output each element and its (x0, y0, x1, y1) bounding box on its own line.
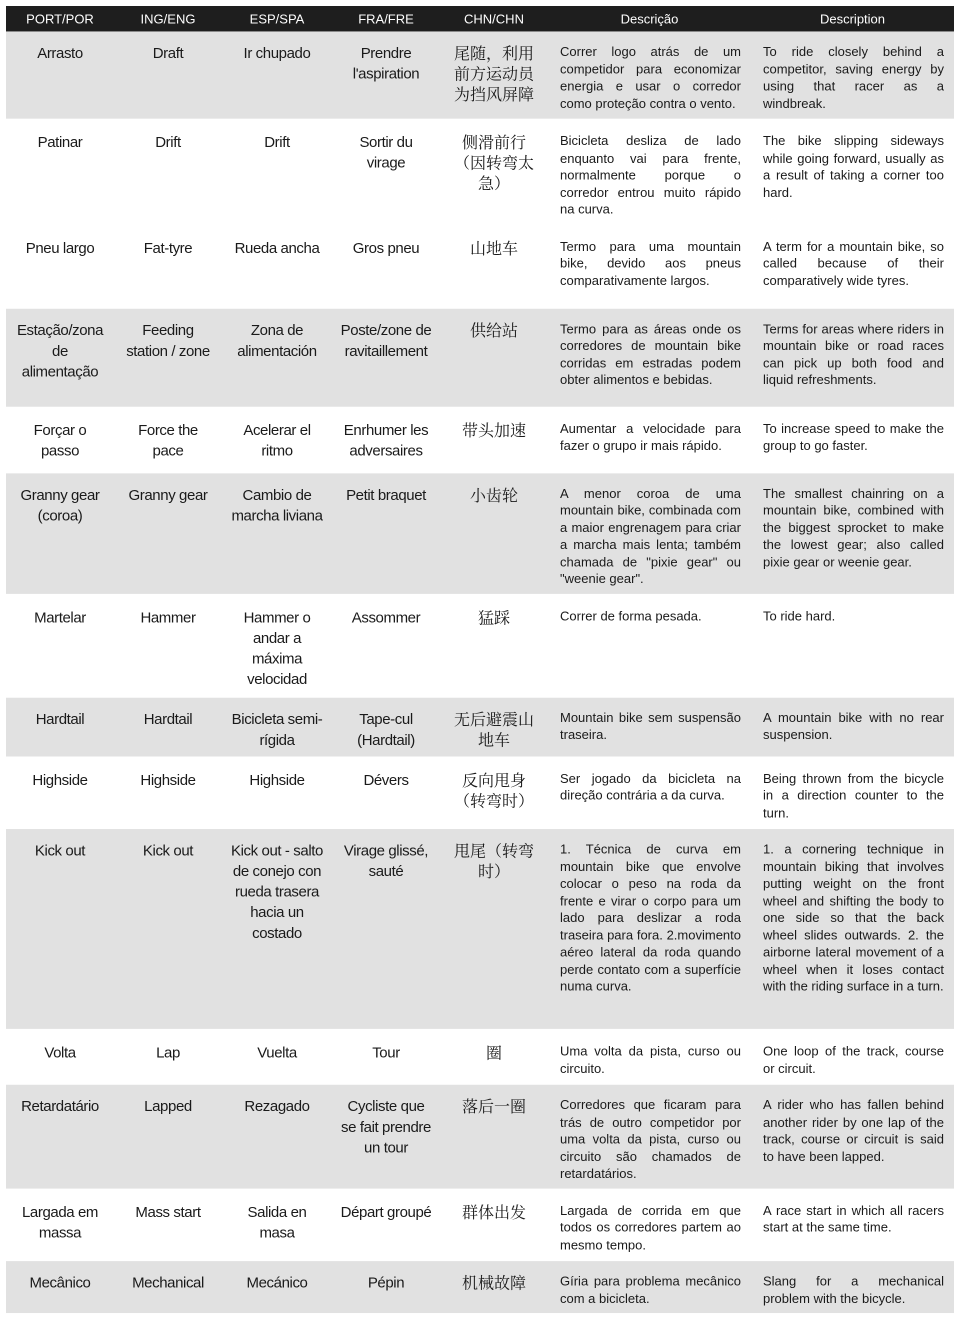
term-spa: Salida en masa (222, 1189, 332, 1260)
term-spa: Drift (222, 120, 332, 225)
description-pt: Termo para uma mountain bike, devido aos pneus comparativamente largos. (548, 225, 751, 307)
description-pt: A menor coroa de uma mountain bike, combinada com a maior engrenagem para criar a marcha mais lenta; também chamada de "pixie gear" ou "weenie gear". (548, 472, 751, 594)
description-pt: Gíria para problema mecânico com a bicicleta. (548, 1260, 751, 1314)
term-fre: Tour (332, 1030, 440, 1084)
header-spa: ESP/SPA (222, 6, 332, 31)
term-chn: 机械故障 (440, 1260, 548, 1314)
header-fre: FRA/FRE (332, 6, 440, 31)
glossary-body (6, 31, 954, 1314)
term-fre: Enrhumer les adversaires (332, 407, 440, 472)
header-eng: ING/ENG (114, 6, 222, 31)
header-row (6, 6, 954, 31)
term-chn: 尾随，利用前方运动员为挡风屏障 (440, 31, 548, 119)
description-en: Slang for a mechanical problem with the bicycle. (751, 1260, 954, 1314)
term-spa: Acelerar el ritmo (222, 407, 332, 472)
term-fre: Assommer (332, 594, 440, 696)
term-fre: Tape-cul (Hardtail) (332, 696, 440, 757)
description-pt: Largada de corrida em que todos os corredores partem ao mesmo tempo. (548, 1189, 751, 1260)
description-en: To increase speed to make the group to go faster. (751, 407, 954, 472)
term-chn: 落后一圈 (440, 1084, 548, 1189)
term-por: Granny gear (coroa) (6, 472, 114, 594)
table-row (6, 31, 954, 119)
term-por: Forçar o passo (6, 407, 114, 472)
table-row (6, 757, 954, 828)
table-row (6, 696, 954, 757)
description-pt: Bicicleta desliza de lado enquanto vai para frente, normalmente porque o corredor entrou muito rápido na curva. (548, 120, 751, 225)
term-eng: Force the pace (114, 407, 222, 472)
term-por: Pneu largo (6, 225, 114, 307)
term-por: Estação/zona de alimentação (6, 307, 114, 407)
description-pt: Correr logo atrás de um competidor para economizar energia e usar o corredor como proteção contra o vento. (548, 31, 751, 119)
term-eng: Granny gear (114, 472, 222, 594)
term-chn: 甩尾（转弯时） (440, 828, 548, 1030)
description-pt: Uma volta da pista, curso ou circuito. (548, 1030, 751, 1084)
description-en: A rider who has fallen behind another rider by one lap of the track, course or circuit is said to have been lapped. (751, 1084, 954, 1189)
term-spa: Zona de alimentación (222, 307, 332, 407)
term-spa: Rezagado (222, 1084, 332, 1189)
term-fre: Dévers (332, 757, 440, 828)
table-row (6, 120, 954, 225)
term-spa: Rueda ancha (222, 225, 332, 307)
term-chn: 带头加速 (440, 407, 548, 472)
term-chn: 反向甩身（转弯时） (440, 757, 548, 828)
term-eng: Draft (114, 31, 222, 119)
term-por: Volta (6, 1030, 114, 1084)
description-en: Being thrown from the bicycle in a direction counter to the turn. (751, 757, 954, 828)
term-por: Retardatário (6, 1084, 114, 1189)
term-fre: Cycliste que se fait prendre un tour (332, 1084, 440, 1189)
term-por: Hardtail (6, 696, 114, 757)
term-spa: Ir chupado (222, 31, 332, 119)
description-pt: 1. Técnica de curva em mountain bike que envolve colocar o peso na roda da frente e virar o corpo para um lado para deslizar a roda traseira para fora. 2.movimento aéreo lateral da roda quando perde contato com a superfície numa curva. (548, 828, 751, 1030)
table-row (6, 407, 954, 472)
term-eng: Fat-tyre (114, 225, 222, 307)
table-row (6, 307, 954, 407)
term-fre: Poste/zone de ravitaillement (332, 307, 440, 407)
term-chn: 群体出发 (440, 1189, 548, 1260)
table-row (6, 594, 954, 696)
term-por: Mecânico (6, 1260, 114, 1314)
term-chn: 山地车 (440, 225, 548, 307)
description-pt: Mountain bike sem suspensão traseira. (548, 696, 751, 757)
term-fre: Pépin (332, 1260, 440, 1314)
term-fre: Gros pneu (332, 225, 440, 307)
term-por: Kick out (6, 828, 114, 1030)
term-fre: Sortir du virage (332, 120, 440, 225)
description-en: To ride closely behind a competitor, saving energy by using that racer as a windbreak. (751, 31, 954, 119)
term-eng: Highside (114, 757, 222, 828)
term-spa: Bicicleta semi-rígida (222, 696, 332, 757)
description-pt: Termo para as áreas onde os corredores de mountain bike corridas em estradas podem obter alimentos e bebidas. (548, 307, 751, 407)
term-eng: Feeding station / zone (114, 307, 222, 407)
header-description: Description (751, 6, 954, 31)
header-chn: CHN/CHN (440, 6, 548, 31)
term-spa: Vuelta (222, 1030, 332, 1084)
term-por: Patinar (6, 120, 114, 225)
header-descricao: Descrição (548, 6, 751, 31)
description-pt: Corredores que ficaram para trás de outro competidor por uma volta da pista, curso ou circuito são chamados de retardatários. (548, 1084, 751, 1189)
term-spa: Kick out - salto de conejo con rueda trasera hacia un costado (222, 828, 332, 1030)
term-eng: Lapped (114, 1084, 222, 1189)
term-eng: Mechanical (114, 1260, 222, 1314)
table-row (6, 828, 954, 1030)
description-en: A term for a mountain bike, so called because of their comparatively wide tyres. (751, 225, 954, 307)
term-eng: Kick out (114, 828, 222, 1030)
table-row (6, 1189, 954, 1260)
term-eng: Hardtail (114, 696, 222, 757)
description-pt: Ser jogado da bicicleta na direção contrária a da curva. (548, 757, 751, 828)
term-chn: 猛踩 (440, 594, 548, 696)
description-pt: Aumentar a velocidade para fazer o grupo ir mais rápido. (548, 407, 751, 472)
term-fre: Prendre l'aspiration (332, 31, 440, 119)
description-en: The bike slipping sideways while going forward, usually as a result of taking a corner too hard. (751, 120, 954, 225)
description-en: A race start in which all racers start at the same time. (751, 1189, 954, 1260)
table-row (6, 225, 954, 307)
table-row (6, 1084, 954, 1189)
term-chn: 供给站 (440, 307, 548, 407)
term-chn: 小齿轮 (440, 472, 548, 594)
term-eng: Lap (114, 1030, 222, 1084)
term-eng: Drift (114, 120, 222, 225)
glossary-table (6, 6, 954, 1315)
description-en: The smallest chainring on a mountain bike, combined with the biggest sprocket to make the lowest gear; also called pixie gear or weenie gear. (751, 472, 954, 594)
term-fre: Petit braquet (332, 472, 440, 594)
term-por: Arrasto (6, 31, 114, 119)
term-fre: Virage glissé, sauté (332, 828, 440, 1030)
description-en: 1. a cornering technique in mountain biking that involves putting weight on the front wheel and shifting the body to one side so that the back wheel slides outwards. 2. the airborne lateral movement of a wheel when it loses contact with the riding surface in a turn. (751, 828, 954, 1030)
description-en: A mountain bike with no rear suspension. (751, 696, 954, 757)
table-row (6, 1030, 954, 1084)
term-eng: Hammer (114, 594, 222, 696)
description-en: Terms for areas where riders in mountain bike or road races can pick up both food and liquid refreshments. (751, 307, 954, 407)
table-row (6, 472, 954, 594)
description-en: To ride hard. (751, 594, 954, 696)
term-chn: 无后避震山地车 (440, 696, 548, 757)
term-chn: 圈 (440, 1030, 548, 1084)
term-por: Highside (6, 757, 114, 828)
term-spa: Hammer o andar a máxima velocidad (222, 594, 332, 696)
description-en: One loop of the track, course or circuit. (751, 1030, 954, 1084)
description-pt: Correr de forma pesada. (548, 594, 751, 696)
term-eng: Mass start (114, 1189, 222, 1260)
term-spa: Cambio de marcha liviana (222, 472, 332, 594)
term-por: Martelar (6, 594, 114, 696)
term-spa: Highside (222, 757, 332, 828)
table-row (6, 1260, 954, 1314)
term-chn: 侧滑前行（因转弯太急） (440, 120, 548, 225)
term-fre: Départ groupé (332, 1189, 440, 1260)
term-por: Largada em massa (6, 1189, 114, 1260)
term-spa: Mecánico (222, 1260, 332, 1314)
header-por: PORT/POR (6, 6, 114, 31)
